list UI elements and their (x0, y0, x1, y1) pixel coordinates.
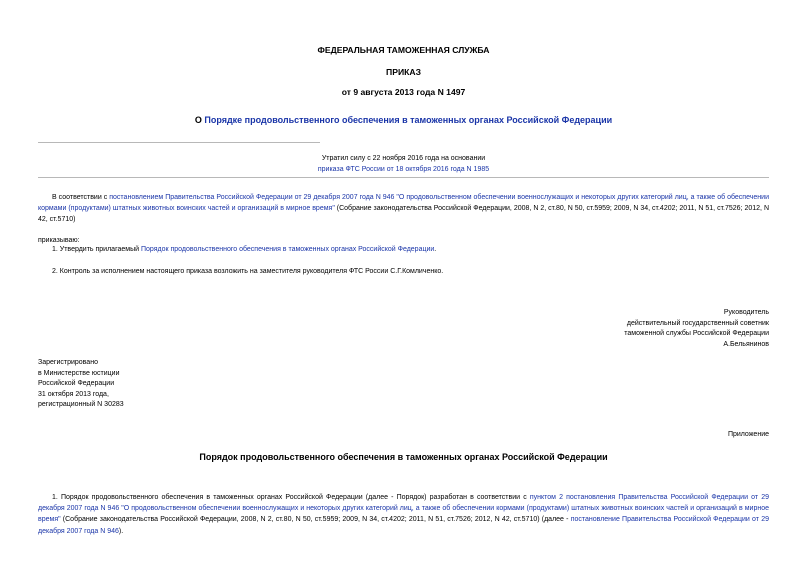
date-number-heading: от 9 августа 2013 года N 1497 (341, 87, 466, 97)
registration-line1: Зарегистрировано (38, 359, 98, 366)
registration-line3: Российской Федерации (38, 380, 115, 388)
appendix-p1-end: ). (118, 527, 124, 535)
full-divider (38, 177, 769, 178)
appendix-title: Порядок продовольственного обеспечения в таможенных органах Российской Федерации (199, 452, 608, 462)
appendix-p1-start: 1. Порядок продовольственного обеспечения в таможенных органах Российской Федерации (далее - Порядок) разработан в соответствии с (52, 494, 530, 501)
order-item-2: 2. Контроль за исполнением настоящего приказа возложить на заместителя руководителя ФТС России С.Г.Комличенко. (52, 268, 444, 275)
signature-line2: действительный государственный советник (626, 319, 769, 327)
lost-force-note (0, 153, 807, 175)
lost-force-line1: Утратил силу с 22 ноября 2016 года на основании (321, 155, 486, 162)
registration-line4: 31 октября 2013 года, (38, 390, 109, 398)
order-title-prefix: О (194, 115, 205, 125)
item1-link[interactable]: Порядок продовольственного обеспечения в таможенных органах Российской Федерации (140, 246, 435, 253)
order-title (0, 115, 807, 125)
preamble-start: В соответствии с (52, 194, 110, 201)
order-word: приказываю: (38, 237, 80, 244)
preamble-end: (Собрание законодательства Российской Федерации, 2008, N 2, ст.80, N 50, ст.5959; 2009, N 34, ст.4202; 2011, N 51, ст.7526; 2012, N 42, ст.5710) (38, 205, 770, 224)
appendix-p1-mid: (Собрание законодательства Российской Федерации, 2008, N 2, ст.80, N 50, ст.5959; 2009, N 34, ст.4202; 2011, N 51, ст.7526; 2012, N 42, ст.5710) (далее - (60, 516, 571, 524)
registration-line5: регистрационный N 30283 (38, 401, 124, 409)
doc-type-heading: ПРИКАЗ (386, 67, 421, 77)
item1-end: . (434, 246, 437, 253)
signature-line1: Руководитель (723, 309, 769, 316)
top-short-divider (38, 142, 320, 143)
appendix-paragraph-1 (38, 492, 769, 537)
signature-line4: А.Бельянинов (723, 340, 769, 348)
order-title-link[interactable]: Порядке продовольственного обеспечения в таможенных органах Российской Федерации (204, 115, 613, 125)
registration-line2: в Министерстве юстиции (38, 369, 120, 377)
signature-line3: таможенной службы Российской Федерации (624, 330, 769, 338)
agency-heading: ФЕДЕРАЛЬНАЯ ТАМОЖЕННАЯ СЛУЖБА (317, 45, 490, 55)
lost-force-link[interactable]: приказа ФТС России от 18 октября 2016 года N 1985 (317, 166, 490, 173)
order-item-1 (52, 244, 769, 255)
appendix-p1-link2[interactable]: постановление Правительства Российской Федерации от 29 декабря 2007 года N 946 (38, 516, 769, 535)
item1-start: 1. Утвердить прилагаемый (52, 246, 141, 253)
preamble-paragraph (38, 192, 769, 226)
signature-block (569, 308, 769, 350)
appendix-p1-link1[interactable]: пунктом 2 постановления Правительства Российской Федерации от 29 декабря 2007 года N 946 "О продовольственном обеспечении военнослужащих и некоторых других категорий лиц, а также об обеспечении кормами (продуктами) штатных животных воинских частей и организаций в мирное время" (38, 494, 769, 524)
preamble-link[interactable]: постановлением Правительства Российской Федерации от 29 декабря 2007 года N 946 "О продовольственном обеспечении военнослужащих и некоторых других категорий лиц, а также об обеспечении кормами (продуктами) штатных животных воинских частей и организаций в мирное время" (38, 194, 769, 213)
appendix-label: Приложение (727, 431, 769, 438)
registration-block (38, 358, 124, 411)
